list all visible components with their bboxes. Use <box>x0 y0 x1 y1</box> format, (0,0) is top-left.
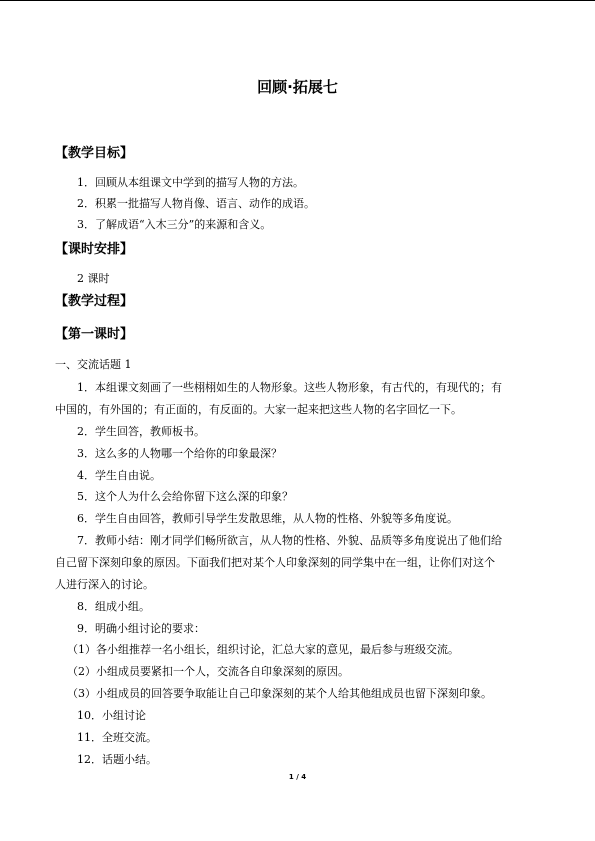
paragraph-line: （3）小组成员的回答要争取能让自己印象深刻的某个人给其他组成员也留下深刻印象。 <box>67 687 492 700</box>
paragraph-line: 10．小组讨论 <box>77 709 146 722</box>
paragraph-line: 3．这么多的人物哪一个给你的印象最深？ <box>77 447 282 460</box>
goals-heading: 【教学目标】 <box>55 146 134 161</box>
goal-item: 3．了解成语“入木三分”的来源和含义。 <box>77 218 272 231</box>
paragraph-line: 自己留下深刻印象的原因。下面我们把对某个人印象深刻的同学集中在一组，让你们对这个 <box>55 556 495 569</box>
goal-item: 1．回顾从本组课文中学到的描写人物的方法。 <box>77 176 304 189</box>
paragraph-line: 7．教师小结：刚才同学们畅所欲言，从人物的性格、外貌、品质等多角度说出了他们给 <box>77 534 502 547</box>
paragraph-line: 5．这个人为什么会给你留下这么深的印象？ <box>77 490 293 503</box>
schedule-text: 2 课时 <box>77 272 110 285</box>
paragraph-line: 4．学生自由说。 <box>77 469 161 482</box>
part1-title: 一、交流话题 1 <box>55 358 132 371</box>
schedule-heading: 【课时安排】 <box>55 242 134 257</box>
paragraph-line: （1）各小组推荐一名小组长，组织讨论，汇总大家的意见，最后参与班级交流。 <box>67 643 459 656</box>
paragraph-line: 9．明确小组讨论的要求： <box>77 622 205 635</box>
process-heading: 【教学过程】 <box>55 294 134 309</box>
paragraph-line: （2）小组成员要紧扣一个人，交流各自印象深刻的原因。 <box>67 665 349 678</box>
goal-item: 2．积累一批描写人物肖像、语言、动作的成语。 <box>77 197 315 210</box>
paragraph-line: 12．话题小结。 <box>77 753 157 766</box>
paragraph-line: 6．学生自由回答，教师引导学生发散思维，从人物的性格、外貌等多角度说。 <box>77 512 458 525</box>
paragraph-line: 8．组成小组。 <box>77 600 150 613</box>
page-title: 回顾·拓展七 <box>257 78 338 96</box>
header-rule <box>0 0 595 1</box>
page-number: 1 / 4 <box>288 773 307 781</box>
lesson1-heading: 【第一课时】 <box>55 327 134 342</box>
paragraph-line: 11．全班交流。 <box>77 731 157 744</box>
paragraph-line: 人进行深入的讨论。 <box>55 578 154 591</box>
paragraph-line: 1．本组课文刻画了一些栩栩如生的人物形象。这些人物形象，有古代的，有现代的；有 <box>77 381 502 394</box>
paragraph-line: 中国的，有外国的；有正面的，有反面的。大家一起来把这些人物的名字回忆一下。 <box>55 403 462 416</box>
paragraph-line: 2．学生回答，教师板书。 <box>77 425 205 438</box>
